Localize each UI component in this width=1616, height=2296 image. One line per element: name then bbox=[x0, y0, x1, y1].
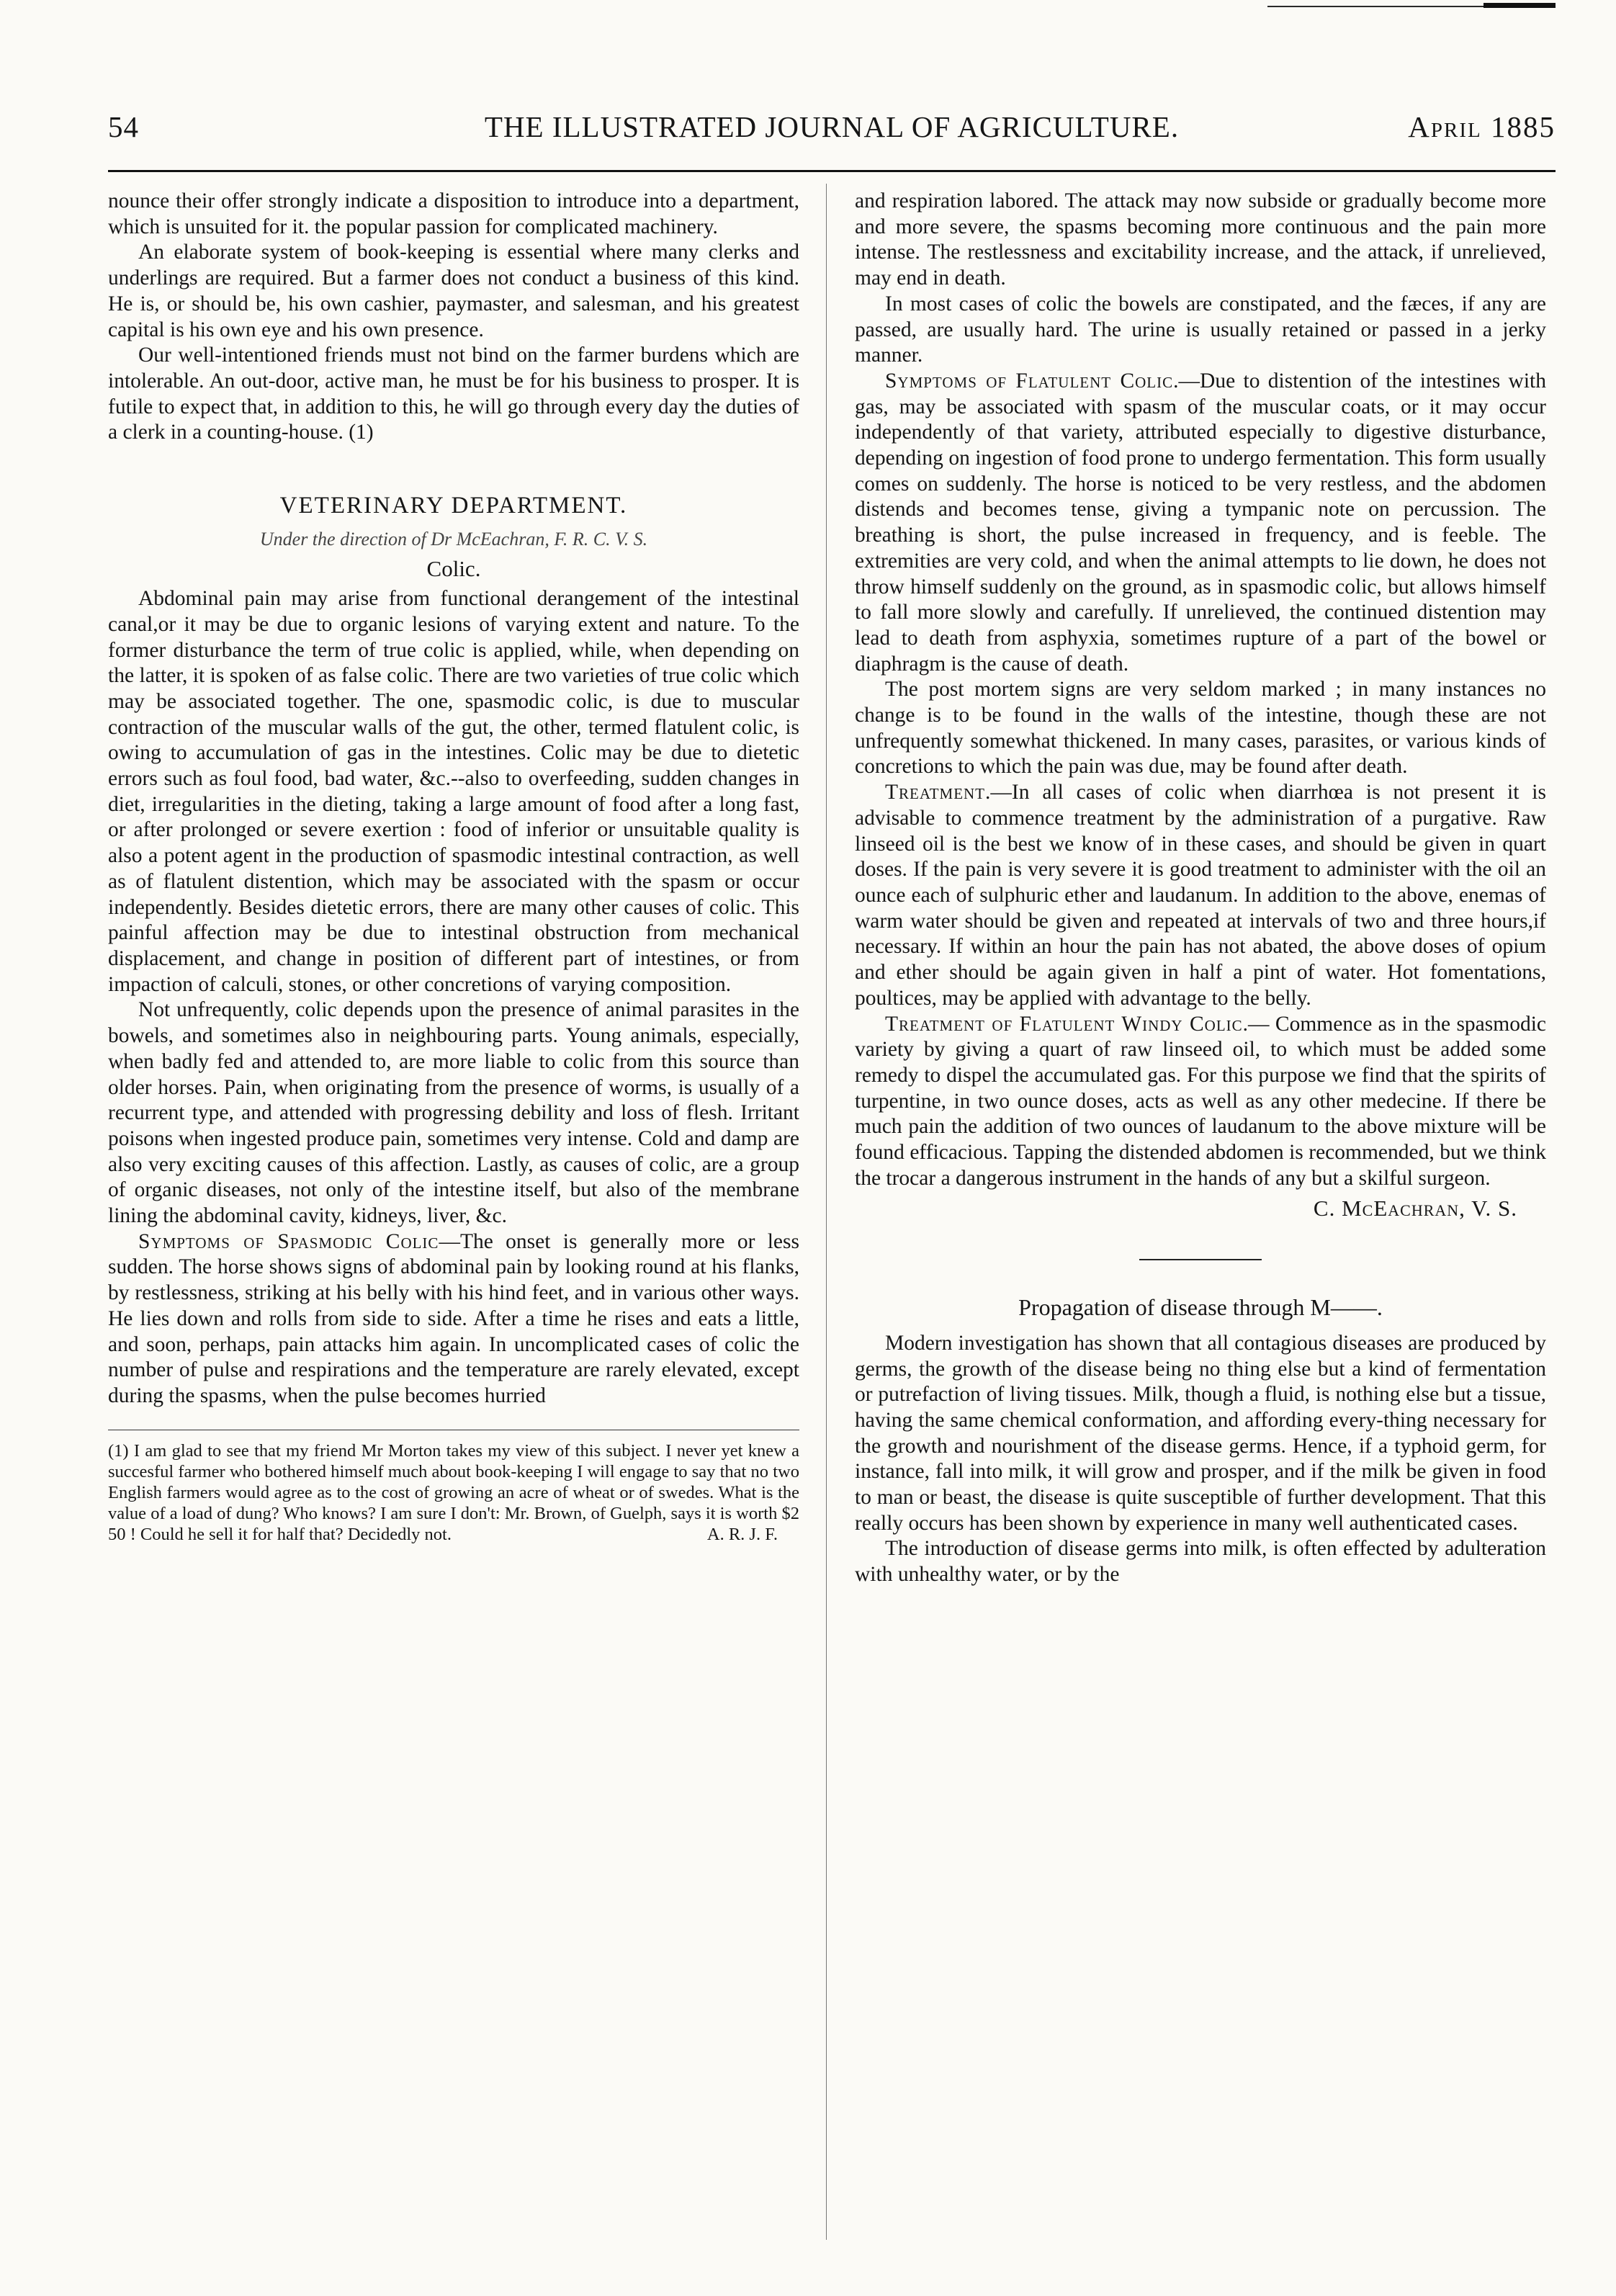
paragraph: Abdominal pain may arise from functional derangement of the intestinal canal,or it may be due to organic lesions of varying extent and nature. To the former disturbance the term of true colic is applied, while, when depending on the latter, it is spoken of as false colic. There are two varieties of true colic which may be associated together. The one, spasmodic colic, is due to muscular contraction of the muscular walls of the gut, the other, termed flatulent colic, is owing to accumulation of gas in the intestines. Colic may be due to dietetic errors such as foul food, bad water, &c.--also to overfeeding, sudden changes in diet, irregularities in the dieting, taking a large amount of food after a long fast, or after prolonged or severe exertion : food of inferior or unsuitable quality is also a potent agent in the production of spasmodic intestinal contraction, as well as of flatulent distention, which may be associated with the spasm or occur independently. Besides dietetic errors, there are many other causes of colic. This painful affection may be due to intestinal obstruction from mechanical displacement, and change in position of different part of intestines, or from impaction of calculi, stones, or other concretions of varying composition. bbox=[108, 587, 799, 996]
journal-title: THE ILLUSTRATED JOURNAL OF AGRICULTURE. bbox=[484, 110, 1180, 143]
running-header bbox=[108, 109, 1556, 153]
header-rule bbox=[108, 170, 1556, 172]
paragraph bbox=[855, 780, 1546, 1011]
run-in-heading: Treatment bbox=[885, 781, 986, 804]
paragraph: The introduction of disease germs into milk, is often effected by adulteration with unhealthy water, or by the bbox=[855, 1537, 1546, 1587]
section-separator bbox=[1139, 1259, 1262, 1260]
paragraph-text: .—Due to distention of the intestines with gas, may be associated with spasm of the muscular coats, or it may occur independently of that variety, attributed especially to digestive disturbance, depending on ingestion of food prone to undergo fermentation. This form usually comes on suddenly. The horse is noticed to be very restless, and the abdomen distends and becomes tense, giving a tympanic note on percussion. The breathing is short, the pulse increased in frequency, and is feeble. The extremities are very cold, and when the animal attempts to lie down, he does not throw himself suddenly on the ground, as in spasmodic colic, but allows himself to fall more slowly and carefully. If unrelieved, the continued distention may lead to death from asphyxia, sometimes rupture of a part of the bowel or diaphragm is the cause of death. bbox=[855, 369, 1546, 676]
column-divider bbox=[826, 184, 827, 2240]
right-column bbox=[855, 189, 1546, 2241]
paragraph-text: .— Commence as in the spasmodic variety by giving a quart of raw linseed oil, to which must be added some remedy to dispel the accumulated gas. For this purpose we find that the spirits of turpentine, in two ounce doses, acts as well as any other medecine. If there be much pain the addition of two ounces of laudanum to the above mixture will be found efficacious. Tapping the distended abdomen is recommended, but we think the trocar a dangerous instrument in the hands of any but a skilful surgeon. bbox=[855, 1012, 1546, 1190]
section-title: VETERINARY DEPARTMENT. bbox=[279, 493, 628, 519]
footnote-text: (1) I am glad to see that my friend Mr Morton takes my view of this subject. I never yet knew a succesful farmer who bothered himself much about book-keeping I will engage to say that no two English farmers would agree as to the cost of growing an acre of wheat or of swedes. What is the value of a load of dung? Who knows? I am sure I don't: Mr. Brown, of Guelph, says it is worth $2 50 ! Could he sell it for half that? Decidedly not. bbox=[108, 1440, 799, 1544]
paragraph: nounce their offer strongly indicate a disposition to introduce into a department, which is unsuited for it. the popular passion for complicated machinery. bbox=[108, 189, 799, 238]
paragraph bbox=[855, 1012, 1546, 1192]
paragraph: and respiration labored. The attack may now subside or gradually become more and more severe, the spasms becoming more continuous and the pain more intense. The restlessness and excitability increase, and the attack, if unrelieved, may end in death. bbox=[855, 189, 1546, 290]
left-column bbox=[108, 189, 799, 2126]
page-number: 54 bbox=[108, 110, 139, 143]
paragraph: An elaborate system of book-keeping is essential where many clerks and underlings are required. But a farmer does not conduct a business of this kind. He is, or should be, his own cashier, paymaster, and salesman, and his greatest capital is his own eye and his own presence. bbox=[108, 241, 799, 341]
article-title: Propagation of disease through M——. bbox=[1018, 1294, 1383, 1321]
section-byline: Under the direction of Dr McEachran, F. R. C. V. S. bbox=[259, 528, 648, 550]
run-in-heading: Symptoms of Flatulent Colic bbox=[885, 369, 1174, 393]
footnote-signature: A. R. J. F. bbox=[706, 1524, 778, 1544]
paragraph bbox=[855, 369, 1546, 677]
paragraph: Modern investigation has shown that all contagious diseases are produced by germs, the growth of the disease being no thing else but a kind of fermentation or putrefaction of living tissues. Milk, though a fluid, is nothing else but a tissue, having the same chemical conformation, and affording every-thing necessary for the growth and nourishment of the disease germs. Hence, if a typhoid germ, for instance, fall into milk, it will grow and prosper, and if the milk be given in food to man or beast, the disease is quite susceptible of further development. That this really occurs has been shown by experience in many well authenticated cases. bbox=[855, 1331, 1546, 1535]
footnote bbox=[108, 1440, 799, 1545]
paragraph: In most cases of colic the bowels are constipated, and the fæces, if any are passed, are usually hard. The urine is usually retained or passed in a jerky manner. bbox=[855, 292, 1546, 367]
top-edge-mark bbox=[1483, 3, 1556, 8]
article-title: Colic. bbox=[426, 556, 481, 582]
paragraph bbox=[108, 1229, 799, 1409]
run-in-heading: Symptoms of Spasmodic Colic bbox=[138, 1229, 439, 1253]
article-signature: C. McEachran, V. S. bbox=[1313, 1196, 1517, 1221]
paragraph-text: .—In all cases of colic when diarrhœa is not present it is advisable to commence treatment by the administration of a purgative. Raw linseed oil is the best we know of in these cases, and should be given in quart doses. If the pain is very severe it is good treatment to administer with the oil an ounce each of sulphuric ether and laudanum. In addition to the above, enemas of warm water should be given and repeated at intervals of two and three hours,if necessary. If within an hour the pain has not abated, the above doses of opium and ether should be again given in half a pint of water. Hot fomentations, poultices, may be applied with advantage to the belly. bbox=[855, 781, 1546, 1010]
paragraph: The post mortem signs are very seldom marked ; in many instances no change is to be found in the walls of the intestine, though these are not unfrequently somewhat thickened. In many cases, parasites, or various kinds of concretions to which the pain was due, may be found after death. bbox=[855, 678, 1546, 779]
run-in-heading: Treatment of Flatulent Windy Colic bbox=[885, 1012, 1243, 1036]
issue-date: April 1885 bbox=[1408, 110, 1556, 143]
paragraph-text: —The onset is generally more or less sudden. The horse shows signs of abdominal pain by looking round at his flanks, by restlessness, striking at his belly with his hind feet, and in various other ways. He lies down and rolls from side to side. After a time he rises and eats a little, and soon, perhaps, pain attacks him again. In uncomplicated cases of colic the number of pulse and respirations and the temperature are rarely elevated, except during the spasms, when the pulse becomes hurried bbox=[108, 1229, 799, 1407]
paragraph: Not unfrequently, colic depends upon the presence of animal parasites in the bowels, and sometimes also in neighbouring parts. Young animals, especially, when badly fed and attended to, are more liable to colic from this source than older horses. Pain, when originating from the presence of worms, is usually of a recurrent type, and attended with progressing debility and loss of flesh. Irritant poisons when ingested produce pain, sometimes very intense. Cold and damp are also very exciting causes of this affection. Lastly, as causes of colic, are a group of organic diseases, not only of the intestine itself, but also of the membrane lining the abdominal cavity, kidneys, liver, &c. bbox=[108, 998, 799, 1228]
paragraph: Our well-intentioned friends must not bind on the farmer burdens which are intolerable. An out-door, active man, he must be for his business to prosper. It is futile to expect that, in addition to this, he will go through every day the duties of a clerk in a counting-house. (1) bbox=[108, 344, 799, 444]
